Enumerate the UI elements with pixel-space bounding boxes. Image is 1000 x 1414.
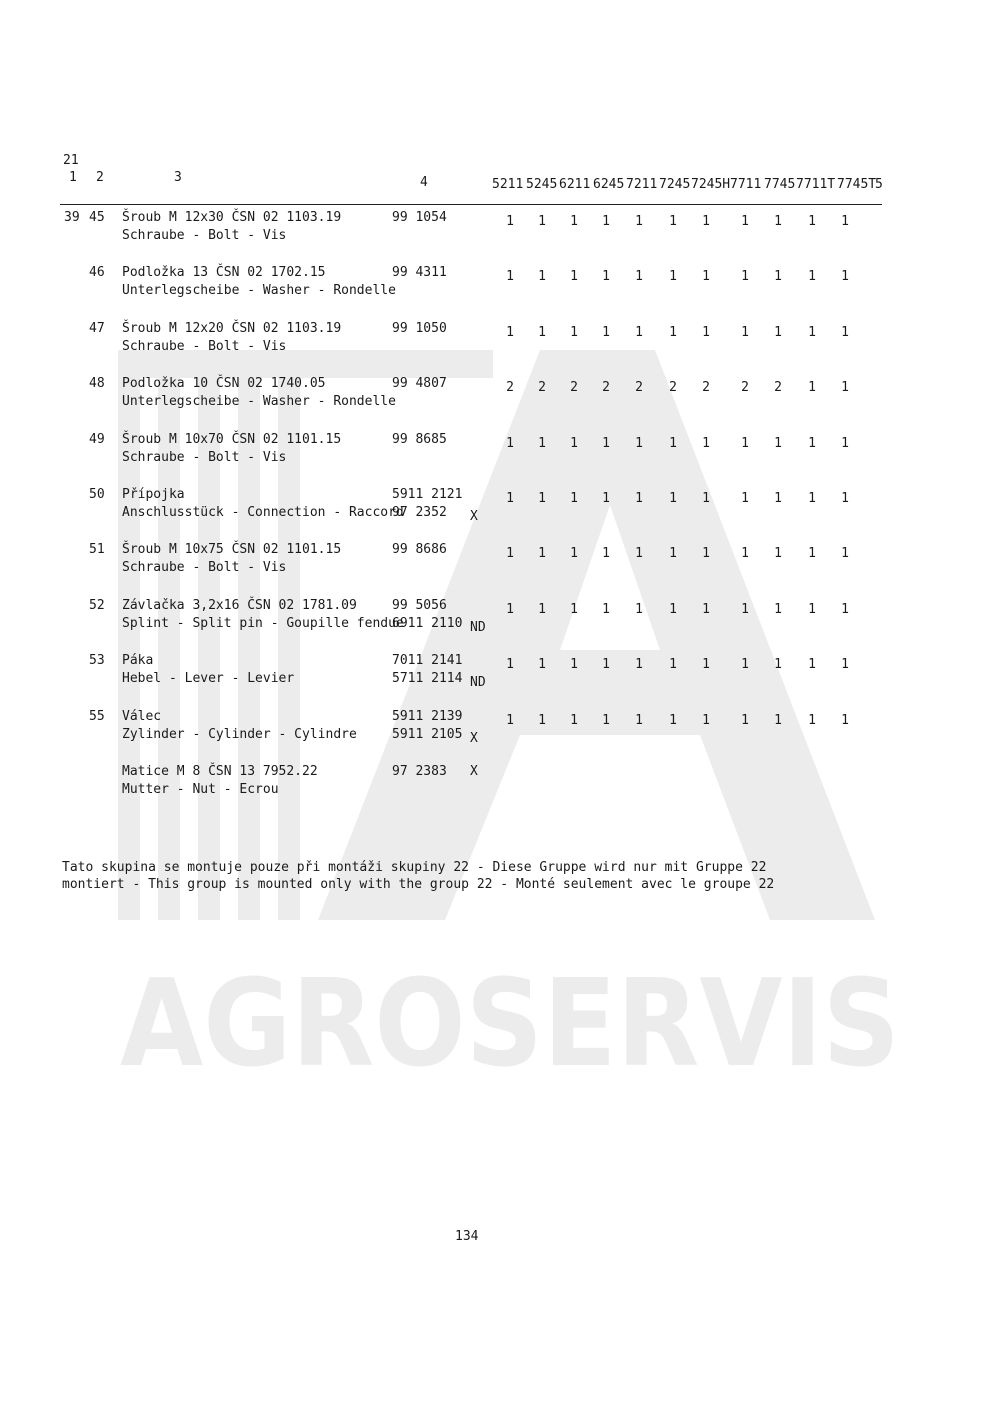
row-qty-7245h: 1 [702,436,710,451]
header-col-part-number: 4 [420,175,428,190]
header-col-subposition: 2 [96,170,104,185]
row-qty-6211: 1 [570,325,578,340]
row-part-number-alt: 5911 2105 [392,727,463,742]
row-qty-6211: 1 [570,657,578,672]
row-part-number: 5911 2139 [392,709,463,724]
row-qty-5211: 1 [506,436,514,451]
row-qty-7711t: 1 [808,602,816,617]
group-number: 21 [63,153,79,168]
row-qty-7245: 1 [669,491,677,506]
row-part-number: 5911 2121 [392,487,463,502]
row-qty-7245h: 2 [702,380,710,395]
row-qty-5245: 1 [538,491,546,506]
row-qty-5245: 1 [538,214,546,229]
row-qty-7245: 1 [669,546,677,561]
row-qty-7711t: 1 [808,713,816,728]
row-qty-5211: 1 [506,214,514,229]
row-qty-7245h: 1 [702,657,710,672]
row-description-translations: Unterlegscheibe - Washer - Rondelle [122,394,396,409]
row-qty-5245: 1 [538,269,546,284]
header-model-7245h: 7245H [691,177,731,192]
row-part-number-alt: 5711 2114 [392,671,463,686]
row-subposition: 50 [89,487,105,502]
row-qty-7711t: 1 [808,491,816,506]
row-description-translations: Unterlegscheibe - Washer - Rondelle [122,283,396,298]
row-qty-7711t: 1 [808,657,816,672]
row-qty-5211: 1 [506,713,514,728]
row-part-number: 99 4807 [392,376,447,391]
row-qty-7745t: 1 [841,269,849,284]
row-qty-7711: 1 [741,269,749,284]
row-description-czech: Matice M 8 ČSN 13 7952.22 [122,764,318,779]
row-flag-alt: X [470,509,478,524]
row-qty-5211: 1 [506,546,514,561]
row-qty-7211: 1 [635,325,643,340]
header-col-description: 3 [174,170,182,185]
row-qty-7711: 1 [741,491,749,506]
row-qty-7711t: 1 [808,546,816,561]
row-flag-alt: ND [470,675,486,690]
header-model-7711t: 7711T [796,177,836,192]
row-part-number-alt: 97 2352 [392,505,447,520]
row-description-czech: Šroub M 10x70 ČSN 02 1101.15 [122,432,342,447]
row-qty-5211: 1 [506,602,514,617]
row-qty-7745t: 1 [841,214,849,229]
row-part-number: 99 4311 [392,265,447,280]
row-description-czech: Páka [122,653,154,668]
row-qty-7711: 1 [741,436,749,451]
row-subposition: 46 [89,265,105,280]
row-qty-6211: 1 [570,436,578,451]
row-qty-5211: 2 [506,380,514,395]
row-qty-7745: 1 [774,269,782,284]
row-qty-7711: 1 [741,325,749,340]
row-qty-7245h: 1 [702,325,710,340]
row-qty-7745: 1 [774,713,782,728]
row-qty-7745: 1 [774,657,782,672]
row-qty-5211: 1 [506,657,514,672]
row-description-translations: Schraube - Bolt - Vis [122,339,287,354]
row-qty-7211: 1 [635,436,643,451]
row-part-number: 99 8686 [392,542,447,557]
row-qty-6245: 1 [602,657,610,672]
row-part-number: 7011 2141 [392,653,463,668]
row-qty-7211: 2 [635,380,643,395]
row-description-czech: Šroub M 12x30 ČSN 02 1103.19 [122,210,342,225]
row-qty-6211: 1 [570,602,578,617]
header-model-7745t: 7745T [837,177,877,192]
row-qty-7245h: 1 [702,269,710,284]
row-qty-7711: 1 [741,602,749,617]
row-qty-7245: 2 [669,380,677,395]
row-qty-5245: 1 [538,546,546,561]
row-description-translations: Schraube - Bolt - Vis [122,450,287,465]
row-qty-7745: 1 [774,436,782,451]
row-qty-7245: 1 [669,269,677,284]
row-qty-7245: 1 [669,657,677,672]
row-qty-7745t: 1 [841,546,849,561]
row-qty-7245: 1 [669,713,677,728]
row-qty-7711: 2 [741,380,749,395]
row-qty-7745t: 1 [841,602,849,617]
row-qty-5245: 1 [538,436,546,451]
row-qty-5245: 1 [538,602,546,617]
row-flag-alt: ND [470,620,486,635]
page-number: 134 [455,1229,479,1244]
row-qty-7245h: 1 [702,491,710,506]
row-qty-7745t: 1 [841,491,849,506]
watermark-text: AGROSERVIS [120,955,900,1094]
row-qty-7245h: 1 [702,546,710,561]
row-qty-6211: 2 [570,380,578,395]
header-model-6245: 6245 [593,177,625,192]
row-qty-7745t: 1 [841,380,849,395]
row-qty-7745t: 1 [841,436,849,451]
row-flag-alt: X [470,731,478,746]
row-description-translations: Mutter - Nut - Ecrou [122,782,279,797]
header-model-7745: 7745 [764,177,796,192]
row-part-number: 97 2383 [392,764,447,779]
header-divider [60,204,882,205]
row-subposition: 45 [89,210,105,225]
row-qty-7745: 1 [774,491,782,506]
row-qty-7711: 1 [741,657,749,672]
row-subposition: 47 [89,321,105,336]
row-qty-7745: 1 [774,325,782,340]
row-description-translations: Schraube - Bolt - Vis [122,228,287,243]
row-part-number-alt: 6911 2110 [392,616,463,631]
row-description-translations: Zylinder - Cylinder - Cylindre [122,727,357,742]
row-description-czech: Šroub M 10x75 ČSN 02 1101.15 [122,542,342,557]
row-qty-6245: 1 [602,269,610,284]
row-qty-6245: 1 [602,325,610,340]
row-description-czech: Šroub M 12x20 ČSN 02 1103.19 [122,321,342,336]
header-model-6211: 6211 [559,177,591,192]
row-qty-6211: 1 [570,713,578,728]
header-model-7711: 7711 [730,177,762,192]
row-qty-5211: 1 [506,325,514,340]
row-qty-7711t: 1 [808,380,816,395]
row-qty-6211: 1 [570,491,578,506]
row-part-number: 99 5056 [392,598,447,613]
row-subposition: 49 [89,432,105,447]
row-qty-5211: 1 [506,269,514,284]
row-qty-7211: 1 [635,269,643,284]
row-qty-7711: 1 [741,214,749,229]
header-model-5211: 5211 [492,177,524,192]
row-qty-7245h: 1 [702,713,710,728]
header-model-7211: 7211 [626,177,658,192]
row-qty-5245: 2 [538,380,546,395]
row-qty-7211: 1 [635,657,643,672]
row-qty-6211: 1 [570,269,578,284]
row-qty-7745: 2 [774,380,782,395]
row-qty-6211: 1 [570,546,578,561]
row-qty-7245: 1 [669,436,677,451]
row-qty-7745: 1 [774,214,782,229]
row-qty-7211: 1 [635,546,643,561]
row-qty-7245: 1 [669,325,677,340]
row-subposition: 52 [89,598,105,613]
row-flag: X [470,764,478,779]
row-qty-7711: 1 [741,713,749,728]
row-qty-7711t: 1 [808,325,816,340]
row-description-translations: Anschlusstück - Connection - Raccord [122,505,404,520]
row-qty-6245: 1 [602,214,610,229]
header-model-5245: 5245 [526,177,558,192]
row-position: 39 [64,210,80,225]
row-qty-6245: 1 [602,546,610,561]
row-qty-7711t: 1 [808,269,816,284]
row-qty-7745t: 1 [841,325,849,340]
header-model-7245: 7245 [659,177,691,192]
row-qty-7745: 1 [774,602,782,617]
row-qty-7245h: 1 [702,214,710,229]
row-part-number: 99 8685 [392,432,447,447]
row-qty-6245: 1 [602,602,610,617]
row-qty-7711t: 1 [808,214,816,229]
row-subposition: 48 [89,376,105,391]
footnote: Tato skupina se montuje pouze při montáži skupiny 22 - Diese Gruppe wird nur mit Gruppe 22 montiert - This group is mounted only with the group 22 - Monté seulement avec le groupe 22 [62,860,775,892]
row-qty-5245: 1 [538,325,546,340]
row-subposition: 53 [89,653,105,668]
row-qty-7745t: 1 [841,713,849,728]
row-description-czech: Závlačka 3,2x16 ČSN 02 1781.09 [122,598,357,613]
row-qty-6211: 1 [570,214,578,229]
row-description-translations: Schraube - Bolt - Vis [122,560,287,575]
row-qty-7211: 1 [635,713,643,728]
header-col-position: 1 [69,170,77,185]
row-description-translations: Hebel - Lever - Levier [122,671,295,686]
row-qty-7745t: 1 [841,657,849,672]
row-qty-6245: 1 [602,491,610,506]
row-qty-7745: 1 [774,546,782,561]
row-qty-5245: 1 [538,713,546,728]
row-description-czech: Válec [122,709,162,724]
row-qty-7711: 1 [741,546,749,561]
row-qty-7245h: 1 [702,602,710,617]
row-description-translations: Splint - Split pin - Goupille fendue [122,616,404,631]
row-qty-7245: 1 [669,602,677,617]
row-qty-5245: 1 [538,657,546,672]
row-qty-7211: 1 [635,491,643,506]
row-description-czech: Podložka 13 ČSN 02 1702.15 [122,265,326,280]
row-qty-6245: 2 [602,380,610,395]
row-qty-7711t: 1 [808,436,816,451]
row-description-czech: Podložka 10 ČSN 02 1740.05 [122,376,326,391]
row-qty-7211: 1 [635,214,643,229]
row-qty-6245: 1 [602,436,610,451]
row-qty-5211: 1 [506,491,514,506]
row-subposition: 55 [89,709,105,724]
row-qty-7211: 1 [635,602,643,617]
row-subposition: 51 [89,542,105,557]
row-description-czech: Přípojka [122,487,185,502]
row-qty-7245: 1 [669,214,677,229]
row-part-number: 99 1054 [392,210,447,225]
row-qty-6245: 1 [602,713,610,728]
row-part-number: 99 1050 [392,321,447,336]
header-col-last: 5 [875,177,883,192]
